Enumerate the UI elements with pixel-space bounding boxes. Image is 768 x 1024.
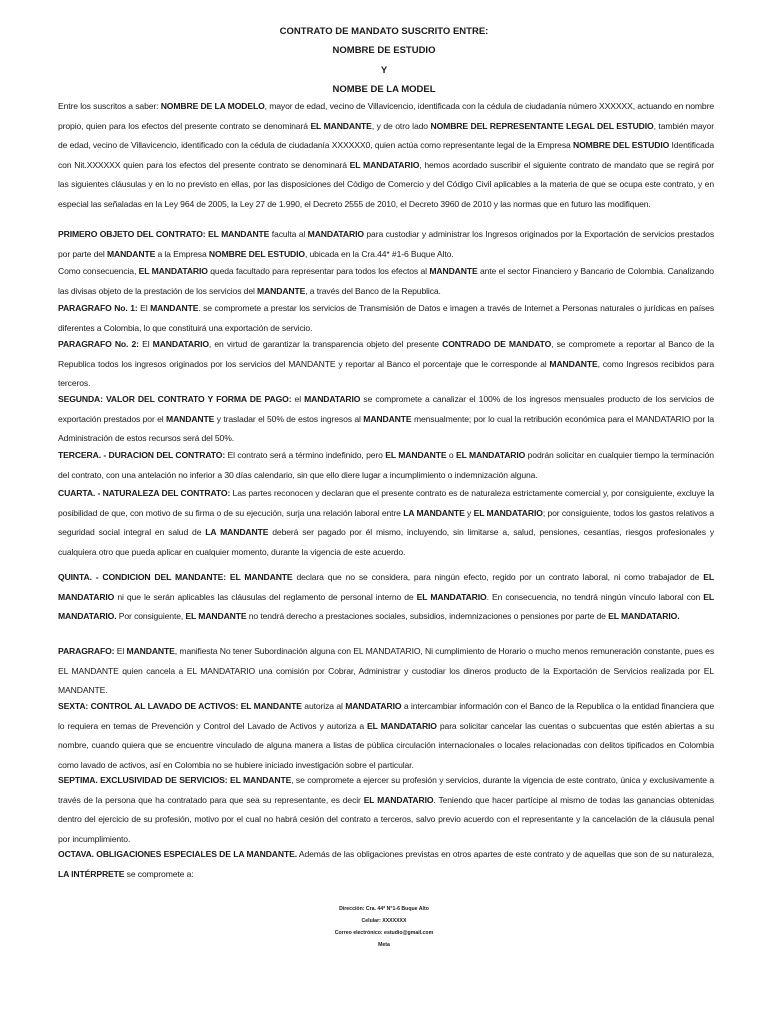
- paragrafo-3: PARAGRAFO: El MANDANTE, manifiesta No tener Subordinación alguna con EL MANDATARIO, Ni cumplimiento de Horario o mucho menos remuneración constante, pues es EL MANDANTE quien cancela a EL MANDATARIO una comisión por Cobrar, Administrar y custodiar los dineros producto de la Exportación de Servicios realizada por EL MANDANTE.: [58, 646, 715, 695]
- clause-sexta: SEXTA: CONTROL AL LAVADO DE ACTIVOS: EL MANDANTE autoriza al MANDATARIO a intercambiar información con el Banco de la Republica o la entidad financiera que lo requiera en temas de Prevención y Control del Lavado de Activos y autoriza a EL MANDATARIO para solicitar cancelar las cuentas o subcuentas que estén abiertas a su nombre, cuando quiera que se encuentre vinculado de alguna manera a listas de pública circulación internacionales o locales relacionadas con delitos tipificados en Colombia como lavado de activos, así en Colombia no se hubiere iniciado investigación sobre el particular.: [58, 701, 714, 770]
- studio-name-heading: NOMBRE DE ESTUDIO: [332, 45, 436, 56]
- clause-tercera: TERCERA. - DURACION DEL CONTRATO: El contrato será a término indefinido, pero EL MANDANTE o EL MANDATARIO podrán solicitar en cualquier tiempo la terminación del contrato, con una antelación no inferior a 30 días calendario, sin que ello diere lugar a incumplimiento o indemnización alguna.: [58, 450, 714, 480]
- footer-email: Correo electrónico: estudio@gmail.com: [334, 930, 434, 936]
- clause-cuarta: CUARTA. - NATURALEZA DEL CONTRATO: Las partes reconocen y declaran que el presente contrato es de naturaleza estrictamente comercial y, por consiguiente, excluye la posibilidad de que, con motivo de su firma o de su ejecución, surja una relación laboral entre LA MANDANTE y EL MANDATARIO; por consiguiente, todos los gastos relativos a seguridad social integral en salud de LA MANDANTE deberá ser pagado por él mismo, incluyendo, sin limitarse a, salud, pensiones, cesantías, riesgos profesionales y cualquiera otro que pueda aplicar en cualquier momento, durante la vigencia de este acuerdo.: [58, 488, 715, 557]
- contract-title: CONTRATO DE MANDATO SUSCRITO ENTRE:: [279, 26, 489, 37]
- model-name-heading: NOMBE DE LA MODEL: [332, 84, 436, 95]
- footer-phone: Celular: XXXXXXX: [361, 918, 407, 924]
- intro-paragraph: Entre los suscritos a saber: NOMBRE DE LA MODELO, mayor de edad, vecino de Villavicencio, identificada con la cédula de ciudadanía número XXXXXX, actuando en nombre propio, quien para los efectos del presente contrato se denominará EL MANDANTE, y de otro lado NOMBRE DEL REPRESENTANTE LEGAL DEL ESTUDIO, también mayor de edad, vecino de Villavicencio, identificado con la cédula de ciudadanía XXXXXX0, quien actúa como representante legal de la Empresa NOMBRE DEL ESTUDIO Identificada con Nit.XXXXXX quien para los efectos del presente contrato se denominará EL MANDATARIO, hemos acordado suscribir el siguiente contrato de mandato que se regirá por las siguientes cláusulas y en lo no previsto en ellas, por las disposiciones del Código de Comercio y del Código Civil aplicables a la materia de que se ocupa este contrato, y en especial las señaladas en la Ley 964 de 2005, la Ley 27 de 1.990, el Decreto 2555 de 2010, el Decreto 3960 de 2010 y las normas que en futuro las modifiquen.: [58, 101, 714, 209]
- clause-quinta: QUINTA. - CONDICION DEL MANDANTE: EL MANDANTE declara que no se considera, para ningún efecto, regido por un contrato laboral, ni como trabajador de EL MANDATARIO ni que le serán aplicables las cláusulas del reglamento de personal interno de EL MANDATARIO. En consecuencia, no tendrá ningún vínculo laboral con EL MANDATARIO. Por consiguiente, EL MANDANTE no tendrá derecho a prestaciones sociales, subsidios, indemnizaciones o pensiones por parte de EL MANDATARIO.: [58, 572, 714, 621]
- clause-octava: OCTAVA. OBLIGACIONES ESPECIALES DE LA MANDANTE. Además de las obligaciones previstas en otros apartes de este contrato y de aquellas que son de su naturaleza, LA INTÉRPRETE se compromete a:: [58, 849, 714, 879]
- clause-segunda: SEGUNDA: VALOR DEL CONTRATO Y FORMA DE PAGO: el MANDATARIO se compromete a canalizar el 100% de los ingresos mensuales producto de los servicios de exportación prestados por el MANDANTE y trasladar el 50% de estos ingresos al MANDANTE mensualmente; por lo cual la retribución económica para el MANDATARIO por la Administración de estos recursos será del 50%.: [58, 394, 714, 443]
- conjunction-heading: Y: [380, 65, 388, 76]
- consequence-paragraph: Como consecuencia, EL MANDATARIO queda facultado para representar para todos los efectos al MANDANTE ante el sector Financiero y Bancario de Colombia. Canalizando las divisas objeto de la prestación de los servicios del MANDANTE, a través del Banco de la Republica.: [58, 266, 714, 296]
- clause-primero: PRIMERO OBJETO DEL CONTRATO: EL MANDANTE faculta al MANDATARIO para custodiar y administrar los Ingresos originados por la Exportación de servicios prestados por parte del MANDANTE a la Empresa NOMBRE DEL ESTUDIO, ubicada en la Cra.44* #1-6 Buque Alto.: [58, 229, 714, 259]
- footer-address: Dirección: Cra. 44* N°1-6 Buque Alto: [339, 906, 429, 912]
- footer-city: Meta: [378, 942, 390, 948]
- paragrafo-1: PARAGRAFO No. 1: El MANDANTE. se compromete a prestar los servicios de Transmisión de Datos e imagen a través de Internet a Personas naturales o jurídicas en países diferentes a Colombia, lo que constituirá una exportación de servicio.: [58, 303, 714, 333]
- paragrafo-2: PARAGRAFO No. 2: El MANDATARIO, en virtud de garantizar la transparencia objeto del presente CONTRADO DE MANDATO, se compromete a reportar al Banco de la Republica todos los ingresos originados por los servicios del MANDANTE y reportar al Banco el porcentaje que le corresponde al MANDANTE, como Ingresos recibidos para terceros.: [58, 339, 715, 388]
- clause-septima: SEPTIMA. EXCLUSIVIDAD DE SERVICIOS: EL MANDANTE, se compromete a ejercer su profesión y servicios, durante la vigencia de este contrato, única y exclusivamente a través de la persona que ha contratado para que sea su representante, es decir EL MANDATARIO. Teniendo que hacer partícipe al mismo de todas las ganancias obtenidas dentro del ejercicio de su profesión, motivo por el cual no habrá cesión del contrato a terceros, salvo previo acuerdo con el representante y la cancelación de la cláusula penal por incumplimiento.: [58, 775, 714, 844]
